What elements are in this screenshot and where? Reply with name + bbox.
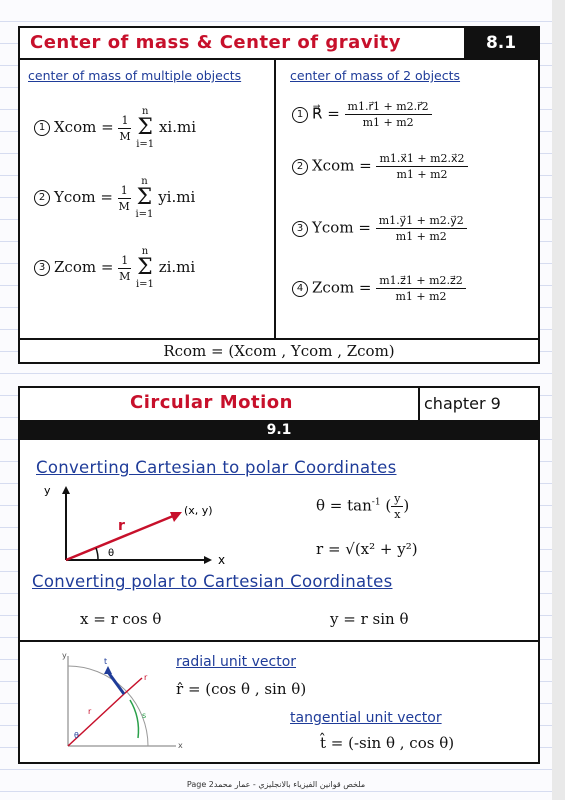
section1-title: Center of mass & Center of gravity	[30, 32, 402, 53]
divider	[20, 338, 538, 340]
rhat-label: r	[144, 673, 148, 682]
s-label: s	[142, 711, 147, 720]
right-equation-1: 1 R⃗ = $\frac{m1.r⃗1 + m2.r⃗2}{m1 + m2}$	[292, 100, 432, 129]
section2-title: Circular Motion	[130, 392, 293, 413]
right-equation-4: 4 Zcom = $\frac{m1.z⃗1 + m2.z⃗2}{m1 + m2}$	[292, 274, 466, 303]
center-of-mass-card	[18, 26, 540, 364]
left-equation-2: 2 Ycom = $\frac{1}{M}$ n Σ i=1 yi.mi	[34, 176, 195, 220]
divider-vertical	[274, 58, 276, 338]
right-equation-3: 3 Ycom = $\frac{m1.y⃗1 + m2.y⃗2}{m1 + m2}$	[292, 214, 467, 243]
left-equation-3: 3 Zcom = $\frac{1}{M}$ n Σ i=1 zi.mi	[34, 246, 195, 290]
section2-tag: 9.1	[20, 420, 538, 440]
theta-equation: $\theta = \tan^{-1}$ ( $\frac{y}{x}$ )	[316, 492, 410, 521]
left-equation-1: 1 Xcom = $\frac{1}{M}$ n Σ i=1 xi.mi	[34, 106, 196, 150]
point-label: (x, y)	[184, 504, 213, 517]
heading-cart-to-polar: Converting Cartesian to polar Coordinates	[36, 458, 397, 477]
r-equation: r = √(x² + y²)	[316, 540, 418, 558]
unit-vector-diagram	[44, 650, 184, 754]
tangential-label: tangential unit vector	[290, 710, 442, 726]
divider	[20, 58, 538, 60]
r-label: r	[88, 707, 92, 716]
heading-polar-to-cart: Converting polar to Cartesian Coordinates	[32, 572, 393, 591]
right-equation-2: 2 Xcom = $\frac{m1.x⃗1 + m2.x⃗2}{m1 + m2}$	[292, 152, 468, 181]
x-axis-label: x	[178, 741, 183, 750]
rcom-equation: Rcom = (Xcom , Ycom , Zcom)	[163, 342, 395, 360]
theta-label: θ	[108, 548, 115, 559]
tangential-equation: t̂ = (-sin θ , cos θ)	[320, 734, 455, 752]
x-equation: x = r cos θ	[80, 610, 162, 628]
radial-equation: r̂ = (cos θ , sin θ)	[176, 680, 307, 698]
divider	[20, 640, 538, 642]
circular-motion-card	[18, 386, 540, 764]
polar-diagram	[40, 484, 270, 564]
x-axis-label: x	[218, 553, 226, 564]
page-footer: Page 2ملخص قوانين الفيزياء بالانجليزي - عمار محمد	[186, 780, 366, 789]
left-heading: center of mass of multiple objects	[28, 68, 242, 83]
theta-label: θ	[74, 731, 79, 740]
divider-vertical	[418, 388, 420, 420]
right-heading: center of mass of 2 objects	[290, 68, 461, 83]
section1-tag: 8.1	[464, 28, 538, 58]
chapter-label: chapter 9	[424, 394, 501, 413]
radial-label: radial unit vector	[176, 654, 297, 670]
t-label: t	[104, 657, 108, 666]
y-equation: y = r sin θ	[330, 610, 409, 628]
y-axis-label: y	[62, 651, 67, 660]
y-axis-label: y	[44, 484, 51, 497]
r-label: r	[118, 518, 125, 534]
